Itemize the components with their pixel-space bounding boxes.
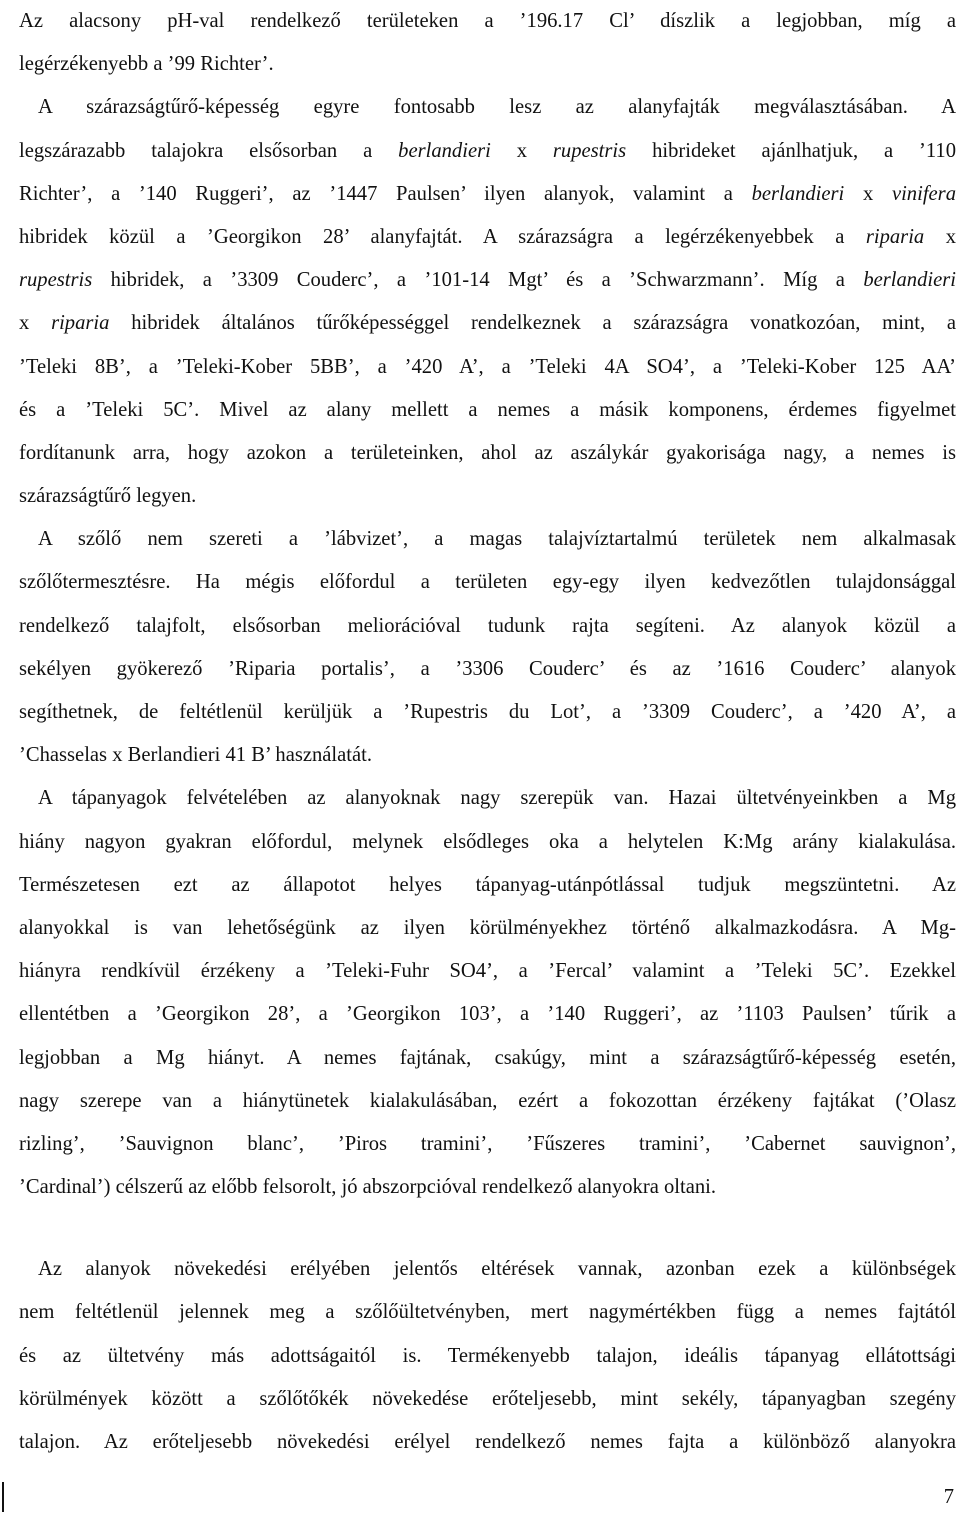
text-line <box>19 1166 956 1209</box>
text-line <box>19 518 956 561</box>
text-run: hibridek, a ’3309 Couderc’, a ’101-14 Mgt’ és a ’Schwarzmann’. Míg a <box>92 269 864 292</box>
text-run: Richter’, a ’140 Ruggeri’, az ’1447 Paulsen’ ilyen alanyok, valamint a <box>19 182 752 205</box>
text-run: és az ültetvény más adottságaitól is. Termékenyebb talajon, ideális tápanyag ellátottsági <box>19 1344 956 1367</box>
text-line <box>19 389 956 432</box>
text-line <box>19 216 956 259</box>
italic-term: rupestris <box>552 139 627 162</box>
italic-term: riparia <box>51 312 110 335</box>
italic-term: berlandieri <box>751 182 845 205</box>
text-run: alanyokkal is van lehetőségünk az ilyen körülményekhez történő alkalmazkodásra. A Mg- <box>19 916 956 939</box>
text-run: x <box>924 225 956 248</box>
text-run: és a ’Teleki 5C’. Mivel az alany mellett a nemes a másik komponens, érdemes figyelmet <box>19 398 956 421</box>
text-run: ’Cardinal’) célszerű az előbb felsorolt, jó abszorpcióval rendelkező alanyokra oltani. <box>19 1176 717 1199</box>
text-run: x <box>844 182 892 205</box>
text-line <box>19 86 956 129</box>
text-line <box>19 561 956 604</box>
text-run: sekélyen gyökerező ’Riparia portalis’, a ’3306 Couderc’ és az ’1616 Couderc’ alanyok <box>19 657 956 680</box>
text-line <box>19 1123 956 1166</box>
text-run: hibridek általános tűrőképességgel rendelkeznek a szárazságra vonatkozóan, mint, a <box>109 312 956 335</box>
text-line <box>19 1037 956 1080</box>
text-run: körülmények között a szőlőtőkék növekedése erőteljesebb, mint sekély, tápanyagban szegény <box>19 1387 956 1410</box>
text-cursor <box>2 1482 4 1512</box>
text-line <box>19 950 956 993</box>
text-line <box>19 346 956 389</box>
text-run: nagy szerepe van a hiánytünetek kialakulásában, ezért a fokozottan érzékeny fajtákat (’Olasz <box>19 1089 956 1112</box>
text-line <box>19 1248 956 1291</box>
text-line <box>19 259 956 302</box>
text-run: Az alanyok növekedési erélyében jelentős eltérések vannak, azonban ezek a különbségek <box>38 1258 956 1281</box>
text-line <box>19 907 956 950</box>
text-run: A szárazságtűrő-képesség egyre fontosabb lesz az alanyfajták megválasztásában. A <box>38 96 956 119</box>
text-line <box>19 993 956 1036</box>
text-run: hiány nagyon gyakran előfordul, melynek elsődleges oka a helytelen K:Mg arány kialakulása. <box>19 830 956 853</box>
text-line <box>19 605 956 648</box>
text-run: ellentétben a ’Georgikon 28’, a ’Georgikon 103’, a ’140 Ruggeri’, az ’1103 Paulsen’ tűrik a <box>19 1003 956 1026</box>
text-run: ’Teleki 8B’, a ’Teleki-Kober 5BB’, a ’420 A’, a ’Teleki 4A SO4’, a ’Teleki-Kober 125 AA’ <box>19 355 956 378</box>
text-line <box>19 173 956 216</box>
text-run: Az alacsony pH-val rendelkező területeken a ’196.17 Cl’ díszlik a legjobban, míg a <box>19 10 956 32</box>
text-run: szárazságtűrő legyen. <box>19 485 197 508</box>
text-run: talajon. Az erőteljesebb növekedési erélyel rendelkező nemes fajta a különböző alanyokra <box>19 1431 956 1453</box>
text-run: ’Chasselas x Berlandieri 41 B’ használatát. <box>19 744 373 767</box>
text-run: segíthetnek, de feltétlenül kerüljük a ’Rupestris du Lot’, a ’3309 Couderc’, a ’420 A’, a <box>19 701 956 723</box>
text-line <box>19 0 956 43</box>
text-line <box>19 1421 956 1464</box>
text-run: legszárazabb talajokra elsősorban a <box>19 139 399 162</box>
text-line <box>19 864 956 907</box>
italic-term: riparia <box>865 225 925 248</box>
text-run: rendelkező talajfolt, elsősorban meliorációval tudunk rajta segíteni. Az alanyok közül a <box>19 614 956 637</box>
text-run: legjobban a Mg hiányt. A nemes fajtának, csakúgy, mint a szárazságtűrő-képesség esetén, <box>19 1046 956 1069</box>
text-line <box>19 302 956 345</box>
text-run: hibridek közül a ’Georgikon 28’ alanyfajtát. A szárazságra a legérzékenyebbek a <box>19 225 866 248</box>
text-line <box>19 1378 956 1421</box>
text-line <box>19 1291 956 1334</box>
text-line <box>19 130 956 173</box>
italic-term: vinifera <box>891 182 956 205</box>
text-line <box>19 43 956 86</box>
text-run: nem feltétlenül jelennek meg a szőlőültetvényben, mert nagymértékben függ a nemes fajtától <box>19 1301 956 1324</box>
text-line <box>19 475 956 518</box>
text-run: hiányra rendkívül érzékeny a ’Teleki-Fuhr SO4’, a ’Fercal’ valamint a ’Teleki 5C’. Ezekkel <box>19 960 956 983</box>
text-run: rizling’, ’Sauvignon blanc’, ’Piros tramini’, ’Fűszeres tramini’, ’Cabernet sauvignon’, <box>19 1132 956 1155</box>
text-line <box>19 432 956 475</box>
italic-term: rupestris <box>19 269 93 292</box>
text-run: legérzékenyebb a ’99 Richter’. <box>19 53 274 76</box>
text-run: A szőlő nem szereti a ’lábvizet’, a magas talajvíztartalmú területek nem alkalmasak <box>38 528 956 551</box>
italic-term: berlandieri <box>398 139 491 162</box>
text-run: szőlőtermesztésre. Ha mégis előfordul a területen egy-egy ilyen kedvezőtlen tulajdonsággal <box>19 571 956 594</box>
page-number: 7 <box>943 1486 954 1508</box>
text-run: Természetesen ezt az állapotot helyes tápanyag-utánpótlással tudjuk megszüntetni. Az <box>19 873 956 896</box>
paragraph-gap <box>19 1209 956 1248</box>
italic-term: berlandieri <box>863 269 956 292</box>
text-line <box>19 648 956 691</box>
text-run: hibrideket ajánlhatjuk, a ’110 <box>626 139 956 162</box>
text-line <box>19 821 956 864</box>
text-line <box>19 1080 956 1123</box>
text-line <box>19 734 956 777</box>
text-line <box>19 691 956 734</box>
text-run: x <box>19 312 52 335</box>
text-run: A tápanyagok felvételében az alanyoknak nagy szerepük van. Hazai ültetvényeinkben a Mg <box>38 787 956 810</box>
text-line <box>19 777 956 820</box>
body-text <box>19 0 956 1464</box>
text-line <box>19 1335 956 1378</box>
text-run: fordítanunk arra, hogy azokon a területeinken, ahol az aszálykár gyakorisága nagy, a nemes is <box>19 441 956 464</box>
text-run: x <box>490 139 553 162</box>
